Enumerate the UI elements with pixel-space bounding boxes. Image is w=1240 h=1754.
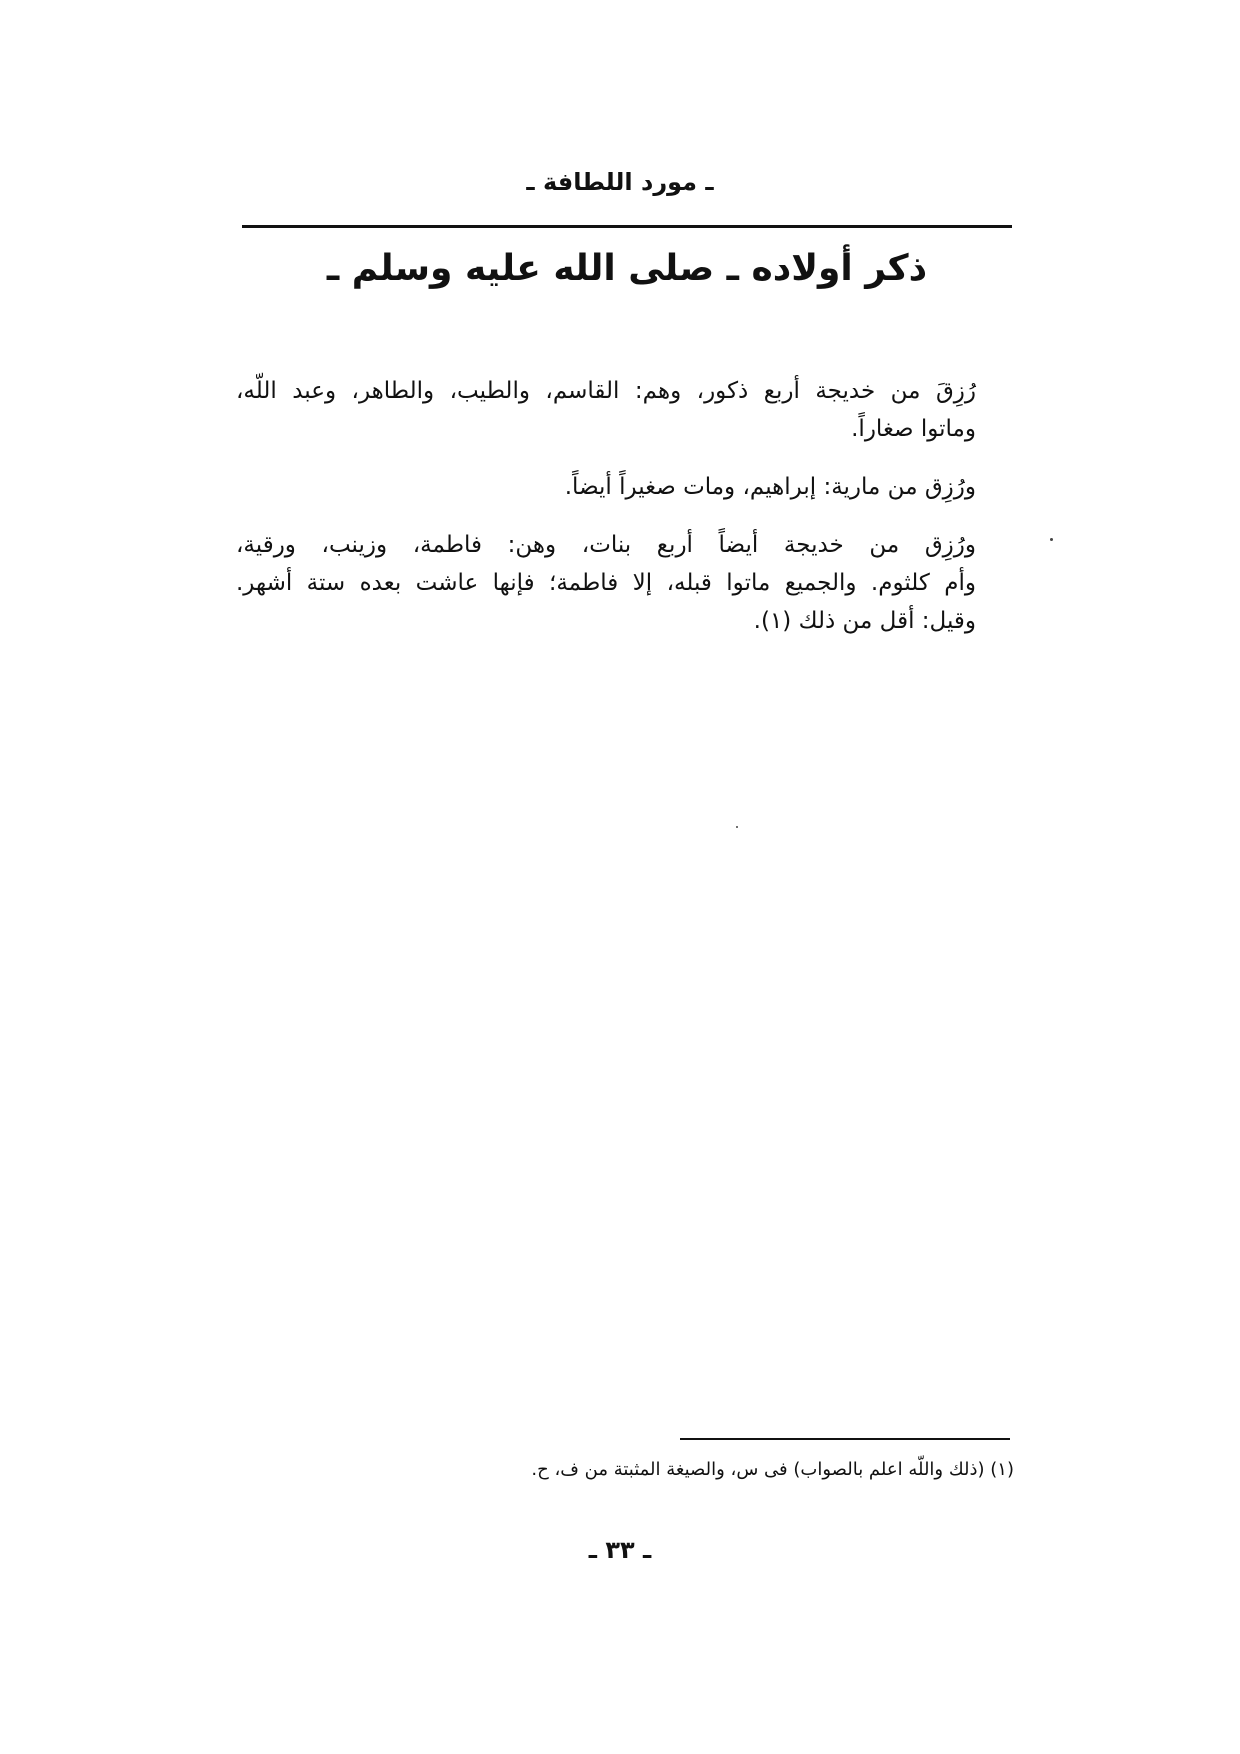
paragraph-daughters: [236, 526, 1020, 640]
header-divider: [242, 225, 1012, 228]
running-header: ـ مورد اللطافة ـ: [526, 168, 714, 196]
footnote-divider: [680, 1438, 1010, 1440]
scan-speck: [736, 826, 738, 828]
text-line: رُزِقَ من خديجة أربع ذكور، وهم: القاسم، والطيب، والطاهر، وعبد اللّه،: [236, 378, 976, 404]
scan-speck: [1050, 538, 1053, 541]
text-line: وأم كلثوم. والجميع ماتوا قبله، إلا فاطمة؛ فإنها عاشت بعده ستة أشهر.: [236, 570, 976, 596]
paragraph-ibrahim: [236, 468, 1020, 506]
text-line: وقيل: أقل من ذلك (١).: [753, 608, 976, 634]
text-line: وماتوا صغاراً.: [851, 416, 976, 442]
body-text: [236, 372, 1020, 660]
chapter-title: ذكر أولاده ـ صلى الله عليه وسلم ـ: [326, 248, 928, 289]
text-line: ورُزِق من مارية: إبراهيم، ومات صغيراً أيضاً.: [564, 474, 976, 500]
paragraph-sons: [236, 372, 1020, 448]
text-line: ورُزِق من خديجة أيضاً أربع بنات، وهن: فاطمة، وزينب، ورقية،: [236, 532, 976, 558]
page-number: ـ ٣٣ ـ: [588, 1536, 652, 1564]
footnote: (١) (ذلك واللّه اعلم بالصواب) فى س، والصيغة المثبتة من ف، ح.: [531, 1459, 1014, 1480]
